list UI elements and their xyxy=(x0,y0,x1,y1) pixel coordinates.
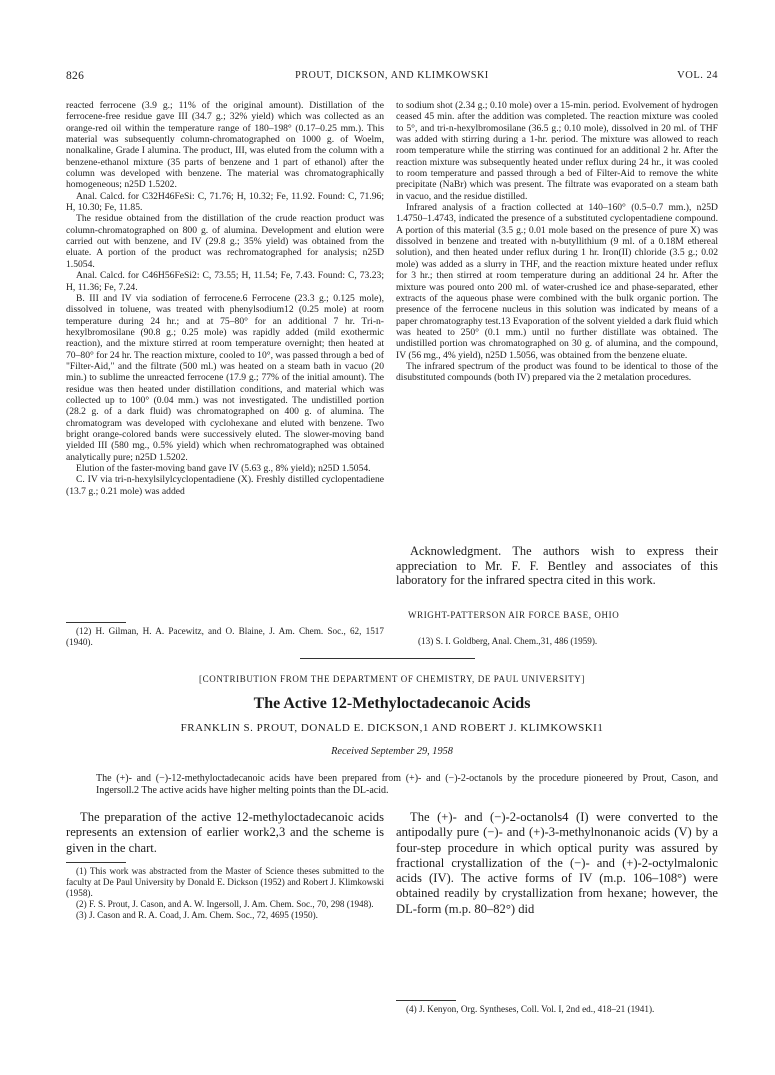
left-footnotes xyxy=(66,866,384,921)
footnote-rule xyxy=(66,622,126,623)
running-header xyxy=(66,70,718,86)
received-date: Received September 29, 1958 xyxy=(331,746,453,757)
footnote-rule xyxy=(396,1000,456,1001)
page-number: 826 xyxy=(66,70,85,82)
article-authors: FRANKLIN S. PROUT, DONALD E. DICKSON,1 AND ROBERT J. KLIMKOWSKI1 xyxy=(180,722,604,734)
paragraph: Anal. Calcd. for C32H46FeSi: C, 71.76; H, 10.32; Fe, 11.92. Found: C, 71.96; H, 10.30; Fe, 11.85. xyxy=(66,190,384,214)
article-title: The Active 12-Methyloctadecanoic Acids xyxy=(253,695,531,712)
paragraph: The infrared spectrum of the product was found to be identical to those of the disubstituted compounds (both IV) prepared via the 2 metalation procedures. xyxy=(396,360,718,384)
right-footnote xyxy=(408,636,718,647)
right-column xyxy=(396,100,718,384)
affiliation: [CONTRIBUTION FROM THE DEPARTMENT OF CHEMISTRY, DE PAUL UNIVERSITY] xyxy=(199,674,585,684)
abstract: The (+)- and (−)-12-methyloctadecanoic acids have been prepared from (+)- and (−)-2-octanols by the procedure pioneered by Prout, Cason, and Ingersoll.2 The active acids have higher melting points than the DL-acid. xyxy=(96,773,718,797)
paragraph: B. III and IV via sodiation of ferrocene.6 Ferrocene (23.3 g.; 0.125 mole), dissolved in toluene, was treated with phenylsodium12 (0.25 mole) at room temperature during 24 hr.; and at 75–80° for an additional 7 hr. Tri-n-hexylbromosilane (90.8 g.; 0.25 mole) was rapidly added (mild exothermic reaction), and the mixture stirred at room temperature overnight; then heated at 70–80° for 24 hr. The reaction mixture, cooled to 10°, was passed through a bed of "Filter-Aid," and the filtrate (500 ml.) was heated on a steam bath in vacuo (20 min.) to sublime the unreacted ferrocene (17.9 g.; 77% of the initial amount). The residue was then heated under distillation conditions, and material which was collected up to 100° (0.04 mm.) was not investigated. The undistilled portion (28.2 g. of a dark fluid) was chromatographed on 400 g. of alumina. The chromatogram was developed with cyclohexane and eluted with benzene. Two bright orange-colored bands were successively eluted. The slower-moving band yielded III (580 mg., 0.5% yield) which when rechromatographed was obtained analytically pure; n25D 1.5202. xyxy=(66,292,384,463)
footnote: (2) F. S. Prout, J. Cason, and A. W. Ingersoll, J. Am. Chem. Soc., 70, 298 (1948). xyxy=(76,899,374,910)
running-title: PROUT, DICKSON, AND KLIMKOWSKI xyxy=(295,70,489,81)
section-divider xyxy=(300,658,475,659)
institution-address xyxy=(408,610,718,621)
paragraph: Elution of the faster-moving band gave IV (5.63 g., 8% yield); n25D 1.5054. xyxy=(76,463,371,474)
acknowledgment-text: Acknowledgment. The authors wish to express their appreciation to Mr. F. F. Bentley and associates of this laboratory for the infrared spectra cited in this work. xyxy=(396,544,718,588)
footnote-rule xyxy=(66,862,126,863)
left-body xyxy=(66,810,384,856)
footnote: (3) J. Cason and R. A. Coad, J. Am. Chem. Soc., 72, 4695 (1950). xyxy=(76,910,318,921)
footnote: (4) J. Kenyon, Org. Syntheses, Coll. Vol. I, 2nd ed., 418–21 (1941). xyxy=(406,1004,655,1014)
paragraph: C. IV via tri-n-hexylsilylcyclopentadiene (X). Freshly distilled cyclopentadiene (13.7 g.; 0.21 mole) was added xyxy=(66,474,384,497)
footnote: (1) This work was abstracted from the Master of Science theses submitted to the faculty at De Paul University by Donald E. Dickson (1952) and Robert J. Klimkowski (1958). xyxy=(66,866,384,899)
left-footnote xyxy=(66,626,384,648)
footnote: (12) H. Gilman, H. A. Pacewitz, and O. Blaine, J. Am. Chem. Soc., 62, 1517 (1940). xyxy=(66,626,384,648)
paragraph: reacted ferrocene (3.9 g.; 11% of the original amount). Distillation of the ferrocene-free residue gave III (34.7 g.; 32% yield) which was collected as an orange-red oil within the temperature range of 180–198° (0.17–0.25 mm.). This material was subsequently column-chromatographed on 1000 g. of Woelm, nonalkaline, Grade I alumina. The product, III, was eluted from the column with a benzene-ethanol mixture (35 parts of benzene and 1 part of ethanol) after the column was developed with benzene. The material was chromatographically homogeneous; n25D 1.5202. xyxy=(66,100,384,191)
paragraph: Infrared analysis of a fraction collected at 140–160° (0.5–0.7 mm.), n25D 1.4750–1.4743, indicated the presence of a substituted cyclopentadiene compound. A portion of this material (3.5 g.; 0.01 mole based on the presence of pure X) was dissolved in benzene and treated with n-butyllithium (9 ml. of a 0.18M ethereal solution), and then heated under reflux during 1 hr. Iron(II) chloride (3.5 g.; 0.02 mole) was added as a slurry in THF, and the reaction mixture heated under reflux for 3 hr.; then stirred at room temperature during an additional 24 hr. After the mixture was poured onto 200 ml. of water-crushed ice and phase-separated, ether extracts of the aqueous phase were combined with the bulk organic portion. The presence of the ferrocene nucleus in this solution was indicated by means of a paper chromatography test.13 Evaporation of the solvent yielded a dark fluid which was heated to 250° (0.1 mm.) until no further distillate was obtained. The undistilled portion was chromatographed on 30 g. of alumina, and the compound, IV (56 mg., 4% yield), n25D 1.5056, was obtained from the benzene eluate. xyxy=(396,202,718,361)
left-column xyxy=(66,100,384,497)
acknowledgment xyxy=(396,544,718,588)
right-body-footnote xyxy=(396,1004,718,1015)
paragraph: to sodium shot (2.34 g.; 0.10 mole) over a 15-min. period. Evolvement of hydrogen ceased 45 min. after the addition was completed. The reaction mixture was cooled to 5°, and tri-n-hexylbromosilane (36.5 g.; 0.10 mole), dissolved in 20 ml. of THF was added with stirring during a 1-hr. period. The mixture was allowed to reach room temperature while the stirring was continued for an additional 2 hr. After the reaction mixture was subsequently heated under reflux during 24 hr., it was cooled to room temperature and passed through a bed of Filter-Aid to remove the white precipitate (NaBr) which was present. The filtrate was evaporated on a steam bath in vacuo, and the residue distilled. xyxy=(396,100,718,202)
paragraph: The (+)- and (−)-2-octanols4 (I) were converted to the antipodally pure (−)- and (+)-3-methylnonanoic acids (V) by a four-step procedure in which optical purity was assured by fractional crystallization of the (−)- and (+)-2-octylmalonic acids (IV). The active forms of IV (m.p. 106–108°) were obtained readily by crystallization from hexane; however, the DL-form (m.p. 80–82°) did xyxy=(396,810,718,916)
volume-label: VOL. 24 xyxy=(677,70,718,81)
address-text: WRIGHT-PATTERSON AIR FORCE BASE, OHIO xyxy=(408,610,620,620)
paragraph: The residue obtained from the distillation of the crude reaction product was column-chromatographed on 800 g. of alumina. Development and elution were carried out with benzene, and IV (29.8 g.; 35% yield) was obtained from the eluate. A portion of the product was rechromatographed for analysis; n25D 1.5054. xyxy=(66,213,384,270)
footnote: (13) S. I. Goldberg, Anal. Chem.,31, 486 (1959). xyxy=(418,636,598,646)
paragraph: The preparation of the active 12-methyloctadecanoic acids represents an extension of earlier work2,3 and the scheme is given in the chart. xyxy=(66,810,384,855)
right-body xyxy=(396,810,718,917)
paragraph: Anal. Calcd. for C46H56FeSi2: C, 73.55; H, 11.54; Fe, 7.43. Found: C, 73.23; H, 11.36; Fe, 7.24. xyxy=(66,270,384,293)
